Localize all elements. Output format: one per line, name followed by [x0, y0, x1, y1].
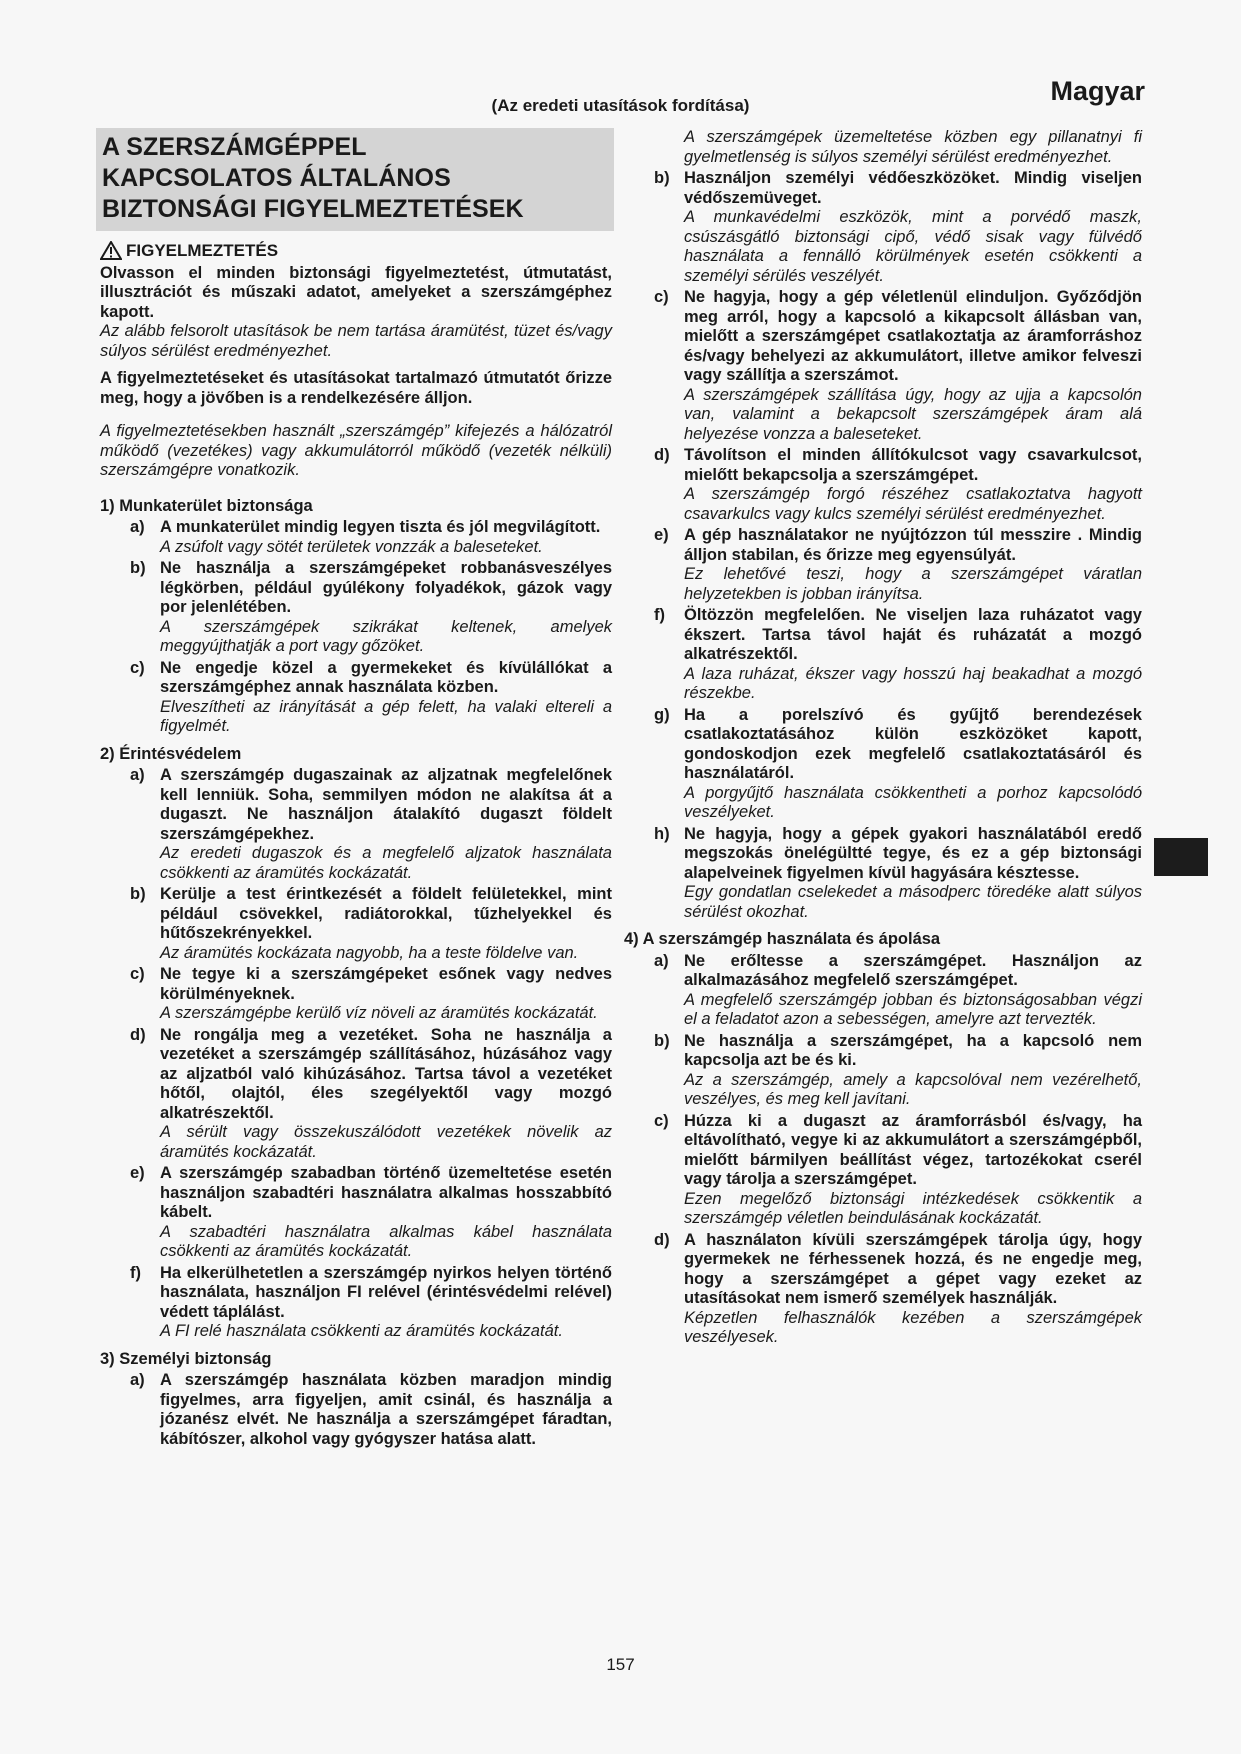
section-title-box	[96, 128, 614, 231]
list-item: d) Távolítson el minden állítókulcsot vagy csavarkulcsot, mielőtt bekapcsolja a szerszámgépet. A szerszámgép forgó részéhez csatlakoztatva hagyott csavarkulcs vagy kulcs személyi sérülést eredményezhet.	[654, 446, 1142, 523]
warning-label: FIGYELMEZTETÉS	[126, 241, 279, 260]
page-number: 157	[606, 1655, 635, 1674]
list-item: a) A munkaterület mindig legyen tiszta és jól megvilágított. A zsúfolt vagy sötét területek vonzzák a baleseteket.	[130, 518, 601, 556]
list-item: d) Ne rongálja meg a vezetéket. Soha ne használja a vezetéket a szerszámgép szállításához, húzásához vagy az aljzatból való kihúzásához. Tartsa távol a vezetéket hőtől, olajtól, éles szegélyektől vagy mozgó alkatrészektől. A sérült vagy összekuszálódott vezetékek növelik az áramütés kockázatát.	[130, 1025, 612, 1161]
title-line: KAPCSOLATOS ÁLTALÁNOS	[102, 164, 451, 192]
warning-text: Olvasson el minden biztonsági figyelmeztetést, útmutatást, illusztrációt és műszaki adatot, amelyeket a szerszámgéphez kapott.	[100, 263, 612, 321]
right-column	[624, 128, 1142, 1348]
warning-consequence: Az alább felsorolt utasítások be nem tartása áramütést, tüzet és/vagy súlyos sérülést eredményezhet.	[100, 322, 612, 360]
section-heading: 4) A szerszámgép használata és ápolása	[624, 930, 941, 948]
list-item: b) Kerülje a test érintkezését a földelt felületekkel, mint például csövekkel, radiátorokkal, tűzhelyekkel és hűtőszekrényekkel. Az áramütés kockázata nagyobb, ha a teste földelve van.	[130, 885, 612, 962]
title-line: BIZTONSÁGI FIGYELMEZTETÉSEK	[102, 195, 524, 223]
list-item: b) Ne használja a szerszámgépet, ha a kapcsoló nem kapcsolja azt be és ki. Az a szerszámgép, amely a kapcsolóval nem vezérelhető, veszélyes, és meg kell javítani.	[654, 1031, 1142, 1108]
list-item: g) Ha a porelszívó és gyűjtő berendezések csatlakoztatásához külön eszközöket kapott, gondoskodjon ezek megfelelő csatlakoztatásáról és használatáról. A porgyűjtő használata csökkentheti a porhoz kapcsolódó veszélyeket.	[654, 705, 1142, 821]
definition-note: A figyelmeztetésekben használt „szerszámgép” kifejezés a hálózatról működő (vezetékes) vagy akkumulátorról működő (vezeték nélküli) szerszámgépre vonatkozik.	[100, 422, 612, 479]
list-item: c) Ne tegye ki a szerszámgépeket esőnek vagy nedves körülményeknek. A szerszámgépbe kerülő víz növeli az áramütés kockázatát.	[130, 965, 612, 1022]
list-item: a) A szerszámgép használata közben maradjon mindig figyelmes, arra figyeljen, amit csinál, és használja a józanész elvét. Ne használja a szerszámgépet fáradtan, kábítószer, alkohol vagy gyógyszer hatása alatt.	[130, 1371, 612, 1448]
left-column	[100, 128, 612, 1449]
list-item: e) A szerszámgép szabadban történő üzemeltetése esetén használjon szabadtéri használatra alkalmas hosszabbító kábelt. A szabadtéri használatra alkalmas kábel használata csökkenti az áramütés kockázatát.	[130, 1164, 612, 1260]
list-item: c) Húzza ki a dugaszt az áramforrásból és/vagy, ha eltávolítható, vegye ki az akkumulátort a szerszámgépből, mielőtt bármilyen beállítást végez, tartozékokat cserél vagy tárolja a szerszámgépet. Ezen megelőző biztonsági intézkedések csökkentik a szerszámgép véletlen beindulásának kockázatát.	[654, 1111, 1142, 1227]
language-thumb-tab	[1154, 838, 1208, 876]
warning-heading	[100, 241, 612, 261]
list-item: c) Ne hagyja, hogy a gép véletlenül elinduljon. Győződjön meg arról, hogy a kapcsoló a kikapcsolt állásban van, mielőtt a szerszámgépet csatlakoztatja az áramforráshoz és/vagy behelyezi az akkumulátort, illetve amikor felveszi vagy szállítja a szerszámot. A szerszámgépek szállítása úgy, hogy az ujja a kapcsolón van, valamint a bekapcsolt szerszámgépek áram alá helyezése vonzza a baleseteket.	[654, 288, 1142, 443]
list-item: b) Használjon személyi védőeszközöket. Mindig viseljen védőszemüveget. A munkavédelmi eszközök, mint a porvédő maszk, csúszásgátló biztonsági cipő, védő sisak vagy fülvédő használata a fennálló körülmények esetén csökkenti a személyi sérülés veszélyét.	[654, 169, 1142, 285]
list-item: d) A használaton kívüli szerszámgépek tárolja úgy, hogy gyermekek ne férhessenek hozzá, és ne engedje meg, hogy a szerszámgépet a gépet vagy ezeket az utasításokat nem ismerő személyek használják. Képzetlen felhasználók kezében a szerszámgépek veszélyesek.	[654, 1230, 1142, 1346]
list-item: c) Ne engedje közel a gyermekeket és kívülállókat a szerszámgéphez annak használata közben. Elveszítheti az irányítását a gép felett, ha valaki eltereli a figyelmét.	[130, 658, 612, 735]
section-heading: 3) Személyi biztonság	[100, 1349, 272, 1368]
section-heading: 2) Érintésvédelem	[100, 744, 242, 763]
list-item: h) Ne hagyja, hogy a gépek gyakori használatából eredő megszokás önelégültté tegye, és ez a gép biztonsági alapelveinek figyelmen kívül hagyására késztesse. Egy gondatlan cselekedet a másodperc töredéke alatt súlyos sérülést okozhat.	[654, 824, 1142, 921]
list-item: a) Ne erőltesse a szerszámgépet. Használjon az alkalmazásához megfelelő szerszámgépet. A megfelelő szerszámgép jobban és biztonságosabban végzi el a feladatot azon a sebességen, amelyre azt tervezték.	[654, 951, 1142, 1028]
title-line: A SZERSZÁMGÉPPEL	[102, 133, 367, 161]
translation-note: (Az eredeti utasítások fordítása)	[491, 96, 750, 115]
list-item: f) Ha elkerülhetetlen a szerszámgép nyirkos helyen történő használata, használjon FI relével (érintésvédelmi relével) védett táplálást. A FI relé használata csökkenti az áramütés kockázatát.	[130, 1263, 612, 1340]
list-item: a) A szerszámgép dugaszainak az aljzatnak megfelelőnek kell lenniük. Soha, semmilyen módon ne alakítsa át a dugaszt. Ne használjon átalakító dugaszt földelt szerszámgépekhez. Az eredeti dugaszok és a megfelelő aljzatok használata csökkenti az áramütés kockázatát.	[130, 766, 612, 882]
list-item: e) A gép használatakor ne nyújtózzon túl messzire . Mindig álljon stabilan, és őrizze meg egyensúlyát. Ez lehetővé teszi, hogy a szerszámgépet váratlan helyzetekben is jobban irányítsa.	[654, 526, 1142, 603]
list-item: b) Ne használja a szerszámgépeket robbanásveszélyes légkörben, például gyúlékony folyadékok, gázok vagy por jelenlétében. A szerszámgépek szikrákat keltenek, amelyek meggyújthatják a port vagy gőzöket.	[130, 559, 612, 655]
language-label: Magyar	[1050, 76, 1145, 106]
warning-triangle-icon	[100, 241, 122, 260]
list-item: f) Öltözzön megfelelően. Ne viseljen laza ruházatot vagy ékszert. Tartsa távol haját és ruházatát a mozgó alkatrészektől. A laza ruházat, ékszer vagy hosszú haj beakadhat a mozgó részekbe.	[654, 606, 1142, 702]
section-heading: 1) Munkaterület biztonsága	[100, 496, 313, 515]
list-item-note: A szerszámgépek üzemeltetése közben egy pillanatnyi fi gyelmetlenség is súlyos személyi sérülést eredményezhet.	[684, 128, 1142, 166]
keep-instructions-note: A figyelmeztetéseket és utasításokat tartalmazó útmutatót őrizze meg, hogy a jövőben is a rendelkezésére álljon.	[100, 369, 612, 407]
